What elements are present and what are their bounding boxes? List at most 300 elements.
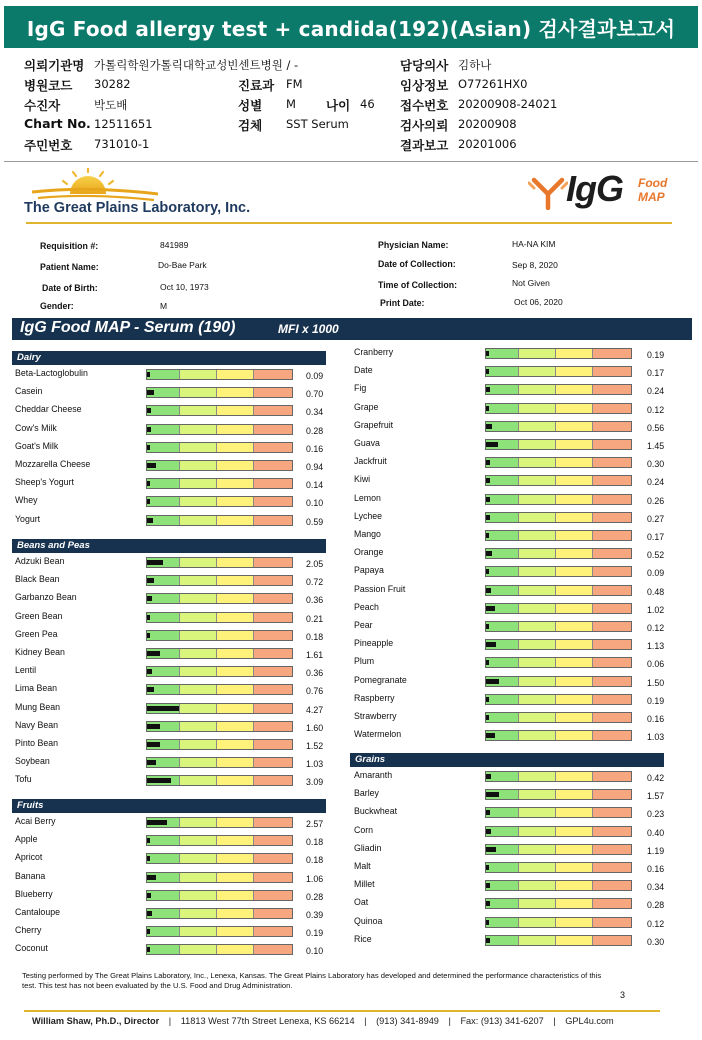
zone-segment — [486, 863, 519, 872]
result-value: 1.61 — [306, 650, 324, 660]
food-name: Watermelon — [354, 729, 402, 740]
zone-segment — [217, 576, 254, 585]
result-bar — [485, 548, 632, 559]
zone-segment — [217, 891, 254, 900]
zone-segment — [556, 404, 593, 413]
result-bar — [146, 853, 293, 864]
zone-segment — [180, 497, 217, 506]
zone-segment — [556, 531, 593, 540]
zone-segment — [254, 836, 292, 845]
zone-segment — [254, 909, 292, 918]
result-indicator — [486, 533, 489, 538]
zone-segment — [254, 758, 292, 767]
zone-segment — [519, 458, 556, 467]
zone-segment — [147, 927, 180, 936]
result-value: 0.28 — [306, 425, 324, 436]
result-bar — [485, 807, 632, 818]
patient-value: Do-Bae Park — [158, 260, 207, 270]
zone-segment — [217, 722, 254, 731]
zone-segment — [556, 440, 593, 449]
result-bar — [485, 862, 632, 873]
zone-segment — [254, 406, 292, 415]
result-bar — [485, 898, 632, 909]
result-value: 0.10 — [306, 946, 324, 957]
zone-segment — [556, 385, 593, 394]
zone-segment — [217, 909, 254, 918]
food-name: Whey — [15, 495, 38, 506]
zone-segment — [556, 476, 593, 485]
result-value: 1.45 — [647, 441, 665, 451]
food-name: Grapefruit — [354, 419, 394, 430]
result-value: 1.60 — [306, 722, 324, 733]
sex-label: 성별 — [238, 98, 263, 113]
zone-segment — [519, 422, 556, 431]
result-indicator — [486, 588, 491, 593]
dob-label: Date of Birth: — [42, 283, 98, 293]
zone-segment — [556, 772, 593, 781]
zone-segment — [254, 631, 292, 640]
zone-segment — [217, 443, 254, 452]
food-name: Quinoa — [354, 915, 383, 926]
collection-value: Sep 8, 2020 — [512, 260, 558, 270]
age-value: 46 — [360, 97, 375, 111]
zone-segment — [519, 731, 556, 740]
footer-fax: Fax: (913) 341-6207 — [460, 1016, 544, 1026]
food-name: Tofu — [15, 774, 32, 785]
result-bar — [146, 757, 293, 768]
zone-segment — [593, 458, 631, 467]
zone-segment — [556, 713, 593, 722]
result-value: 0.12 — [647, 404, 665, 415]
result-indicator — [147, 724, 160, 729]
result-value: 1.50 — [647, 677, 665, 688]
time-value: Not Given — [512, 278, 550, 288]
zone-segment — [486, 531, 519, 540]
zone-segment — [593, 918, 631, 927]
result-bar — [146, 721, 293, 732]
result-indicator — [147, 390, 154, 395]
zone-segment — [254, 854, 292, 863]
category-header: Grains — [350, 753, 664, 767]
food-name: Buckwheat — [354, 806, 398, 817]
zone-segment — [254, 425, 292, 434]
zone-segment — [217, 516, 254, 525]
result-bar — [485, 566, 632, 577]
recipient-value: 박도배 — [94, 98, 128, 112]
zone-segment — [519, 808, 556, 817]
zone-segment — [519, 863, 556, 872]
zone-segment — [593, 367, 631, 376]
result-value: 0.12 — [647, 918, 665, 929]
result-value: 0.16 — [306, 443, 324, 454]
zone-segment — [217, 479, 254, 488]
hospital-code-value: 30282 — [94, 77, 131, 91]
collection-label: Date of Collection: — [378, 259, 456, 269]
result-value: 0.27 — [647, 513, 665, 524]
zone-segment — [147, 370, 180, 379]
zone-segment — [519, 531, 556, 540]
result-bar — [146, 872, 293, 883]
zone-segment — [556, 640, 593, 649]
result-value: 0.94 — [306, 462, 324, 472]
zone-segment — [180, 836, 217, 845]
result-indicator — [147, 760, 156, 765]
zone-segment — [486, 476, 519, 485]
result-value: 0.76 — [306, 686, 324, 697]
result-value: 0.24 — [647, 477, 665, 488]
zone-segment — [556, 349, 593, 358]
zone-segment — [180, 667, 217, 676]
zone-segment — [519, 549, 556, 558]
zone-segment — [254, 704, 292, 713]
food-name: Garbanzo Bean — [15, 592, 77, 603]
request-label: 검사의뢰 — [400, 118, 449, 133]
zone-segment — [593, 695, 631, 704]
result-value: 0.34 — [306, 407, 324, 418]
zone-segment — [556, 549, 593, 558]
result-value: 0.70 — [306, 389, 324, 400]
zone-segment — [180, 927, 217, 936]
food-name: Yogurt — [15, 513, 41, 524]
zone-segment — [486, 936, 519, 945]
food-name: Kidney Bean — [15, 647, 65, 657]
gender-label: Gender: — [40, 301, 74, 311]
zone-segment — [217, 685, 254, 694]
result-bar — [485, 494, 632, 505]
food-name: Jackfruit — [354, 456, 387, 467]
zone-segment — [593, 349, 631, 358]
zone-segment — [486, 899, 519, 908]
zone-segment — [180, 613, 217, 622]
zone-segment — [556, 586, 593, 595]
food-name: Kiwi — [354, 474, 371, 485]
food-name: Mozzarella Cheese — [15, 459, 91, 469]
zone-segment — [556, 622, 593, 631]
result-indicator — [147, 669, 152, 674]
zone-segment — [180, 594, 217, 603]
zone-segment — [217, 631, 254, 640]
zone-segment — [593, 936, 631, 945]
result-bar — [485, 826, 632, 837]
food-name: Pomegranate — [354, 674, 407, 685]
zone-segment — [254, 649, 292, 658]
result-indicator — [486, 865, 489, 870]
recipient-label: 수진자 — [24, 98, 61, 113]
zone-segment — [486, 808, 519, 817]
zone-segment — [593, 531, 631, 540]
result-bar — [485, 771, 632, 782]
result-indicator — [147, 408, 151, 413]
result-indicator — [486, 883, 490, 888]
zone-segment — [217, 854, 254, 863]
zone-segment — [486, 349, 519, 358]
zone-segment — [486, 567, 519, 576]
result-bar — [146, 593, 293, 604]
food-name: Strawberry — [354, 711, 397, 721]
result-value: 1.03 — [306, 759, 324, 770]
footer-director: William Shaw, Ph.D., Director — [32, 1016, 160, 1026]
result-indicator — [147, 856, 150, 861]
specimen-label: 검체 — [238, 118, 263, 133]
zone-segment — [217, 740, 254, 749]
result-value: 0.10 — [306, 498, 324, 509]
zone-segment — [180, 388, 217, 397]
food-name: Apricot — [15, 852, 43, 863]
food-name: Millet — [354, 879, 375, 890]
zone-segment — [254, 497, 292, 506]
zone-segment — [519, 695, 556, 704]
zone-segment — [217, 704, 254, 713]
footer-rule — [24, 1010, 660, 1012]
zone-segment — [556, 677, 593, 686]
zone-segment — [180, 854, 217, 863]
result-indicator — [486, 551, 492, 556]
result-value: 0.19 — [306, 928, 324, 939]
institution-value: 가톨릭학원가톨릭대학교성빈센트병원 / - — [94, 58, 299, 72]
result-indicator — [486, 642, 496, 647]
food-name: Raspberry — [354, 692, 395, 703]
zone-segment — [593, 713, 631, 722]
zone-segment — [519, 640, 556, 649]
footer-phone: (913) 341-8949 — [376, 1016, 439, 1026]
result-indicator — [486, 938, 490, 943]
zone-segment — [519, 790, 556, 799]
result-bar — [485, 712, 632, 723]
department-value: FM — [286, 77, 303, 91]
lab-name: The Great Plains Laboratory, Inc. — [24, 200, 251, 216]
result-indicator — [486, 829, 491, 834]
food-name: Fig — [354, 383, 367, 394]
result-indicator — [486, 847, 496, 852]
zone-segment — [180, 370, 217, 379]
food-name: Soybean — [15, 756, 50, 767]
result-indicator — [486, 792, 499, 797]
result-bar — [485, 844, 632, 855]
result-bar — [485, 348, 632, 359]
map-unit: MFI x 1000 — [278, 322, 339, 336]
zone-segment — [486, 367, 519, 376]
map-title-bar — [12, 318, 692, 340]
result-indicator — [486, 387, 490, 392]
zone-segment — [180, 631, 217, 640]
zone-segment — [556, 495, 593, 504]
zone-segment — [593, 476, 631, 485]
footer-address: 11813 West 77th Street Lenexa, KS 66214 — [180, 1016, 355, 1026]
zone-segment — [519, 772, 556, 781]
zone-segment — [180, 873, 217, 882]
food-name: Grape — [354, 401, 379, 412]
clinical-value: O77261HX0 — [458, 77, 528, 91]
zone-segment — [556, 458, 593, 467]
result-bar — [146, 944, 293, 955]
zone-segment — [217, 945, 254, 954]
result-value: 0.59 — [306, 516, 324, 527]
result-value: 1.03 — [647, 732, 665, 743]
result-bar — [146, 424, 293, 435]
zone-segment — [217, 818, 254, 827]
igg-logo-text: IgG — [566, 168, 623, 209]
result-value: 0.39 — [306, 910, 324, 920]
result-value: 0.26 — [647, 495, 665, 506]
zone-segment — [254, 685, 292, 694]
food-name: Corn — [354, 824, 374, 835]
result-bar — [485, 917, 632, 928]
result-indicator — [147, 911, 152, 916]
zone-segment — [486, 513, 519, 522]
food-name: Mango — [354, 529, 381, 539]
result-indicator — [147, 372, 150, 377]
result-indicator — [147, 687, 154, 692]
zone-segment — [519, 385, 556, 394]
zone-segment — [593, 586, 631, 595]
result-bar — [485, 789, 632, 800]
result-bar — [485, 880, 632, 891]
zone-segment — [147, 891, 180, 900]
result-indicator — [486, 679, 499, 684]
zone-segment — [593, 658, 631, 667]
zone-segment — [180, 945, 217, 954]
footer-web: GPL4u.com — [565, 1016, 614, 1026]
footer: William Shaw, Ph.D., Director | 11813 West 77th Street Lenexa, KS 66214 | (913) 341-8949 | Fax: (913) 341-6207 | GPL4u.com — [32, 1016, 614, 1026]
zone-segment — [254, 873, 292, 882]
zone-segment — [254, 370, 292, 379]
food-name: Banana — [15, 870, 46, 881]
zone-segment — [556, 604, 593, 613]
result-value: 0.18 — [306, 631, 324, 642]
food-name: Coconut — [15, 943, 48, 954]
result-value: 0.52 — [647, 550, 665, 561]
result-value: 0.12 — [647, 623, 665, 633]
clinical-label: 임상정보 — [400, 78, 449, 93]
zone-segment — [486, 495, 519, 504]
zone-segment — [254, 461, 292, 470]
zone-segment — [519, 567, 556, 576]
result-value: 0.21 — [306, 613, 324, 624]
page-number: 3 — [620, 990, 626, 1000]
result-value: 0.23 — [647, 809, 665, 820]
print-label: Print Date: — [380, 298, 425, 308]
result-indicator — [147, 445, 150, 450]
result-indicator — [147, 615, 150, 620]
zone-segment — [556, 658, 593, 667]
zone-segment — [519, 586, 556, 595]
result-bar — [485, 694, 632, 705]
igg-food-map-logo — [528, 170, 678, 214]
time-label: Time of Collection: — [378, 280, 458, 290]
result-bar — [146, 612, 293, 623]
zone-segment — [593, 827, 631, 836]
result-bar — [485, 657, 632, 668]
receipt-value: 20200908-24021 — [458, 97, 558, 111]
zone-segment — [556, 918, 593, 927]
zone-segment — [556, 899, 593, 908]
result-value: 1.52 — [306, 741, 324, 751]
result-bar — [146, 387, 293, 398]
zone-segment — [147, 497, 180, 506]
result-value: 0.14 — [306, 480, 324, 491]
footnote: Testing performed by The Great Plains Laboratory, Inc., Lenexa, Kansas. The Great Plains Laboratory has developed and determined the performance characteristics of this test. This test has not been evaluated by the U.S. Food and Drug Administration. — [22, 971, 602, 990]
result-indicator — [486, 442, 498, 447]
result-indicator — [147, 651, 160, 656]
food-name: Pear — [354, 620, 373, 630]
result-bar — [146, 515, 293, 526]
zone-segment — [147, 613, 180, 622]
zone-segment — [593, 899, 631, 908]
result-value: 0.42 — [647, 773, 665, 783]
zone-segment — [519, 827, 556, 836]
zone-segment — [556, 845, 593, 854]
zone-segment — [254, 576, 292, 585]
zone-segment — [556, 513, 593, 522]
zone-segment — [180, 479, 217, 488]
food-name: Lemon — [354, 492, 381, 503]
sun-logo-icon — [30, 168, 160, 202]
result-indicator — [486, 369, 489, 374]
zone-segment — [593, 845, 631, 854]
zone-segment — [593, 881, 631, 890]
result-bar — [146, 575, 293, 586]
zone-segment — [556, 695, 593, 704]
result-indicator — [486, 901, 490, 906]
zone-segment — [147, 443, 180, 452]
result-indicator — [147, 838, 150, 843]
food-name: Cantaloupe — [15, 907, 60, 917]
zone-segment — [593, 622, 631, 631]
result-value: 0.40 — [647, 827, 665, 838]
zone-segment — [486, 695, 519, 704]
zone-segment — [217, 873, 254, 882]
result-bar — [146, 835, 293, 846]
zone-segment — [180, 516, 217, 525]
zone-segment — [486, 458, 519, 467]
food-name: Guava — [354, 438, 380, 448]
hospital-code-label: 병원코드 — [24, 78, 73, 93]
result-indicator — [147, 518, 153, 523]
zone-segment — [217, 461, 254, 470]
result-bar — [146, 817, 293, 828]
zone-segment — [593, 513, 631, 522]
result-value: 0.48 — [647, 586, 665, 597]
requisition-label: Requisition #: — [40, 241, 99, 251]
result-indicator — [486, 660, 489, 665]
result-value: 0.19 — [647, 350, 665, 360]
zone-segment — [180, 891, 217, 900]
zone-segment — [217, 836, 254, 845]
result-value: 0.36 — [306, 595, 324, 606]
chart-label: Chart No. — [24, 116, 91, 131]
zone-segment — [593, 567, 631, 576]
food-name: Navy Bean — [15, 719, 59, 730]
zone-segment — [593, 790, 631, 799]
resident-value: 731010-1 — [94, 137, 150, 151]
food-name: Passion Fruit — [354, 583, 406, 594]
requisition-value: 841989 — [160, 240, 189, 250]
zone-segment — [254, 479, 292, 488]
doctor-label: 담당의사 — [400, 58, 449, 73]
result-value: 0.06 — [647, 659, 665, 670]
zone-segment — [217, 613, 254, 622]
food-name: Peach — [354, 601, 379, 612]
result-bar — [485, 676, 632, 687]
result-value: 1.02 — [647, 604, 665, 615]
zone-segment — [254, 740, 292, 749]
zone-segment — [217, 594, 254, 603]
doctor-value: 김하나 — [458, 58, 492, 72]
food-name: Casein — [15, 386, 43, 397]
zone-segment — [217, 758, 254, 767]
result-indicator — [486, 715, 489, 720]
result-bar — [146, 890, 293, 901]
